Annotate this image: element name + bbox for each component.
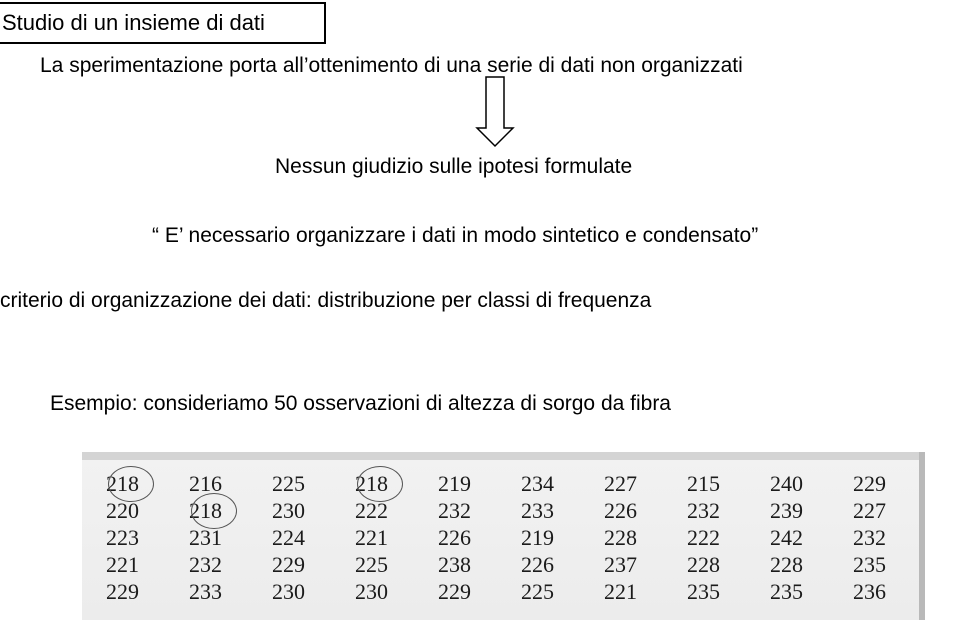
table-cell: 226 <box>521 552 554 577</box>
table-cell: 224 <box>272 525 305 550</box>
table-cell: 228 <box>687 552 720 577</box>
table-cell: 226 <box>604 498 637 523</box>
table-cell: 239 <box>770 498 803 523</box>
necessity-quote: “ E’ necessario organizzare i dati in modo sintetico e condensato” <box>152 224 759 247</box>
table-cell: 231 <box>189 525 222 550</box>
table-cell: 240 <box>770 471 803 496</box>
table-cell: 238 <box>438 552 471 577</box>
table-cell: 232 <box>687 498 720 523</box>
table-cell: 229 <box>272 552 305 577</box>
criterion-text: criterio di organizzazione dei dati: distribuzione per classi di frequenza <box>0 289 652 312</box>
table-cell: 223 <box>106 525 139 550</box>
scan-shadow <box>82 452 919 460</box>
table-cell: 226 <box>438 525 471 550</box>
observations-grid <box>96 470 926 605</box>
table-cell: 218 <box>355 471 388 496</box>
table-cell: 218 <box>189 498 222 523</box>
table-cell: 227 <box>853 498 886 523</box>
table-cell: 228 <box>770 552 803 577</box>
table-cell: 234 <box>521 471 554 496</box>
table-cell: 230 <box>355 579 388 604</box>
table-cell: 225 <box>272 471 305 496</box>
table-cell: 235 <box>687 579 720 604</box>
table-cell: 221 <box>604 579 637 604</box>
table-cell: 235 <box>853 552 886 577</box>
table-cell: 220 <box>106 498 139 523</box>
page-title: Studio di un insieme di dati <box>0 2 326 44</box>
table-cell: 228 <box>604 525 637 550</box>
table-cell: 219 <box>438 471 471 496</box>
example-text: Esempio: consideriamo 50 osservazioni di altezza di sorgo da fibra <box>50 392 671 415</box>
intro-text: La sperimentazione porta all’ottenimento di una serie di dati non organizzati <box>40 54 743 77</box>
table-cell: 235 <box>770 579 803 604</box>
table-cell: 222 <box>355 498 388 523</box>
table-cell: 227 <box>604 471 637 496</box>
table-cell: 232 <box>853 525 886 550</box>
down-arrow-icon <box>475 76 515 148</box>
table-cell: 230 <box>272 498 305 523</box>
table-cell: 233 <box>189 579 222 604</box>
table-cell: 222 <box>687 525 720 550</box>
table-cell: 215 <box>687 471 720 496</box>
table-cell: 219 <box>521 525 554 550</box>
table-cell: 236 <box>853 579 886 604</box>
table-cell: 232 <box>438 498 471 523</box>
table-cell: 225 <box>521 579 554 604</box>
observations-table-image <box>82 452 925 620</box>
table-cell: 232 <box>189 552 222 577</box>
table-cell: 233 <box>521 498 554 523</box>
table-cell: 242 <box>770 525 803 550</box>
table-cell: 225 <box>355 552 388 577</box>
table-cell: 218 <box>106 471 139 496</box>
table-cell: 237 <box>604 552 637 577</box>
hypothesis-text: Nessun giudizio sulle ipotesi formulate <box>275 155 633 178</box>
table-cell: 221 <box>106 552 139 577</box>
table-cell: 229 <box>853 471 886 496</box>
table-cell: 221 <box>355 525 388 550</box>
table-cell: 230 <box>272 579 305 604</box>
table-cell: 229 <box>438 579 471 604</box>
table-cell: 216 <box>189 471 222 496</box>
table-cell: 229 <box>106 579 139 604</box>
